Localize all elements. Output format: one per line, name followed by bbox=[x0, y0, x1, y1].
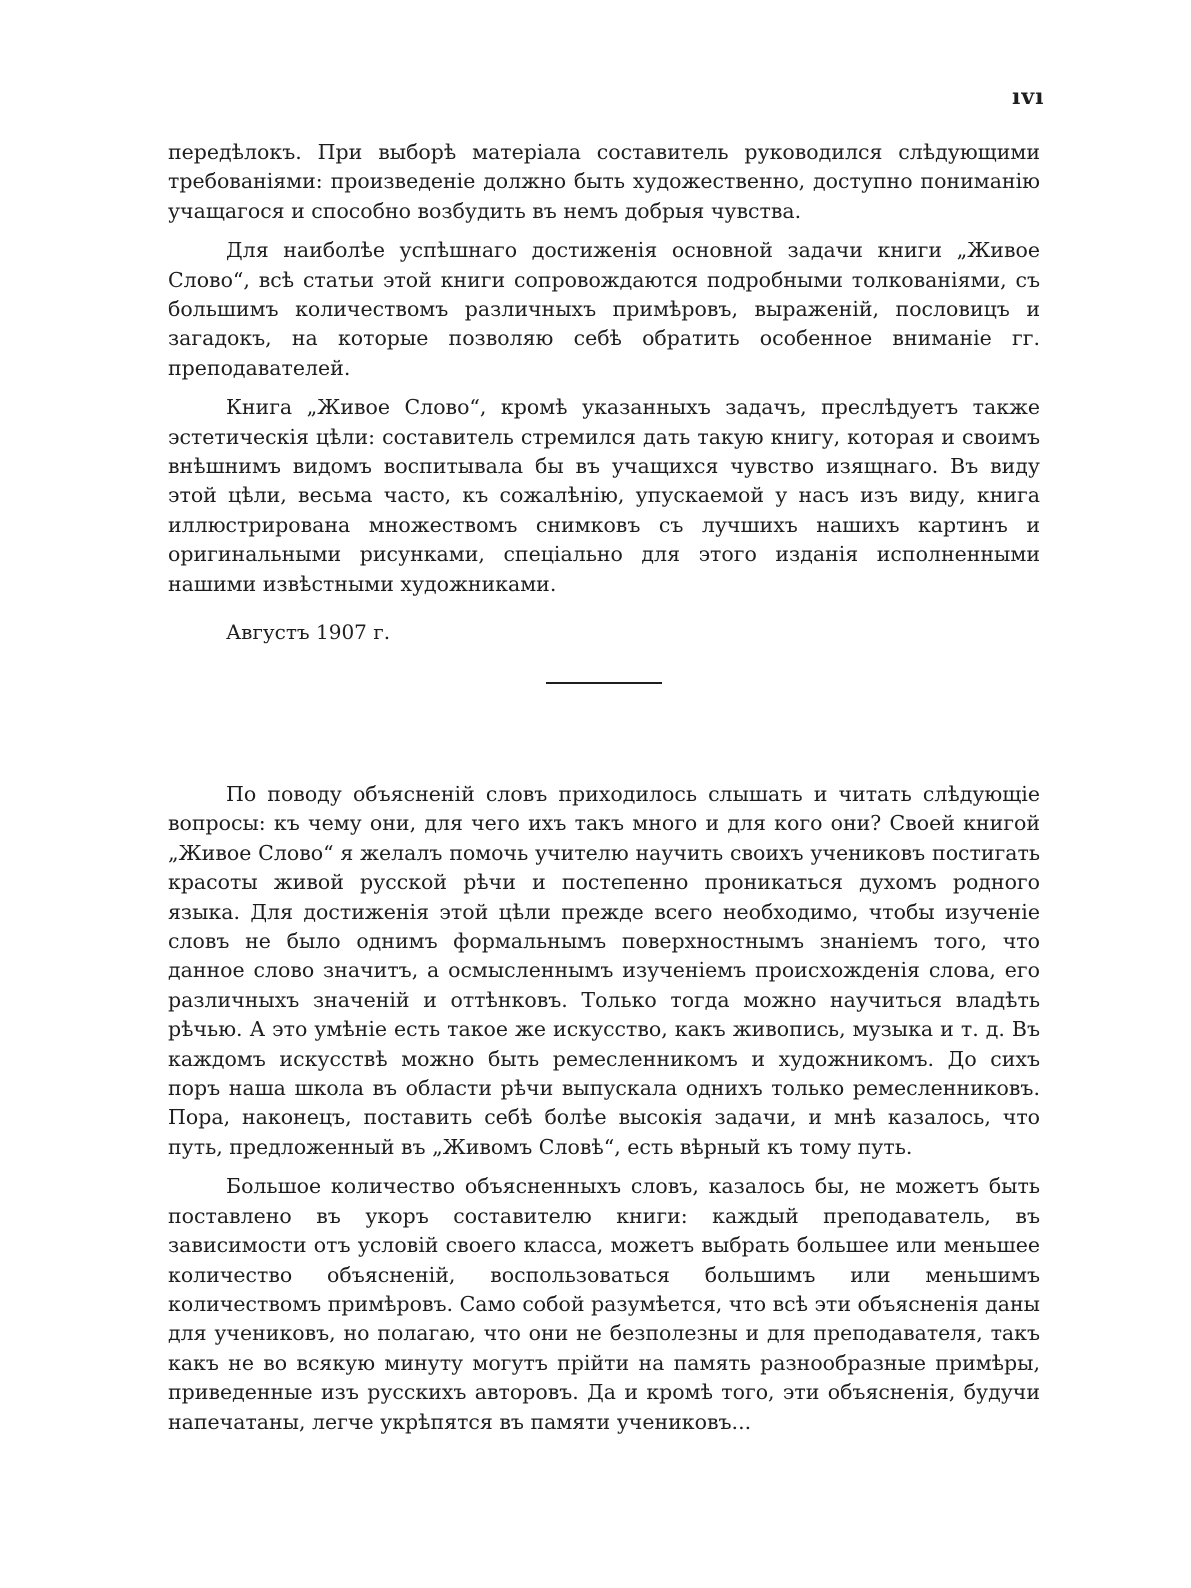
paragraph: По поводу объясненій словъ приходилось слышать и читать слѣдующіе вопросы: къ чему они, для чего ихъ такъ много и для кого они? Своей книгой „Живое Слово“ я желалъ помочь учителю научить своихъ учениковъ постигать красоты живой русской рѣчи и постепенно проникаться духомъ родного языка. Для достиженія этой цѣли прежде всего необходимо, чтобы изученіе словъ не было однимъ формальнымъ поверхностнымъ знаніемъ того, что данное слово значитъ, а осмысленнымъ изученіемъ происхожденія слова, его различныхъ значеній и оттѣнковъ. Только тогда можно научиться владѣть рѣчью. А это умѣніе есть такое же искусство, какъ живопись, музыка и т. д. Въ каждомъ искусствѣ можно быть ремесленникомъ и художникомъ. До сихъ поръ наша школа въ области рѣчи выпускала однихъ только ремесленниковъ. Пора, наконецъ, поставить себѣ болѣе высокія задачи, и мнѣ казалось, что путь, предложенный въ „Живомъ Словѣ“, есть вѣрный къ тому путь. bbox=[168, 782, 1040, 1159]
paragraph: Большое количество объясненныхъ словъ, казалось бы, не можетъ быть поставлено въ укоръ составителю книги: каждый преподаватель, въ зависимости отъ условій своего класса, можетъ выбрать большее или меньшее количество объясненій, воспользоваться большимъ или меньшимъ количествомъ примѣровъ. Само собой разумѣется, что всѣ эти объясненія даны для учениковъ, но полагаю, что они не безполезны и для преподавателя, такъ какъ не во всякую минуту могутъ прійти на память разнообразные примѣры, приведенные изъ русскихъ авторовъ. Да и кромѣ того, эти объясненія, будучи напечатаны, легче укрѣпятся въ памяти учениковъ... bbox=[168, 1174, 1040, 1434]
page-number: ıvı bbox=[1012, 84, 1045, 110]
preface-continued-section bbox=[168, 138, 1040, 609]
section-divider bbox=[546, 682, 662, 684]
second-note-section bbox=[168, 780, 1040, 1447]
dateline: Августъ 1907 г. bbox=[226, 620, 391, 644]
paragraph: Книга „Живое Слово“, кромѣ указанныхъ задачъ, преслѣдуетъ также эстетическія цѣли: составитель стремился дать такую книгу, которая и своимъ внѣшнимъ видомъ воспитывала бы въ учащихся чувство изящнаго. Въ виду этой цѣли, весьма часто, къ сожалѣнію, упускаемой у насъ изъ виду, книга иллюстрирована множествомъ снимковъ съ лучшихъ нашихъ картинъ и оригинальными рисунками, спеціально для этого изданія исполненными нашими извѣстными художниками. bbox=[168, 395, 1040, 596]
paragraph: передѣлокъ. При выборѣ матеріала составитель руководился слѣдующими требованіями: произведеніе должно быть художественно, доступно пониманію учащагося и способно возбудить въ немъ добрыя чувства. bbox=[168, 140, 1040, 223]
paragraph: Для наиболѣе успѣшнаго достиженія основной задачи книги „Живое Слово“, всѣ статьи этой книги сопровождаются подробными толкованіями, съ большимъ количествомъ различныхъ примѣровъ, выраженій, пословицъ и загадокъ, на которые позволяю себѣ обратить особенное вниманіе гг. преподавателей. bbox=[168, 238, 1040, 380]
